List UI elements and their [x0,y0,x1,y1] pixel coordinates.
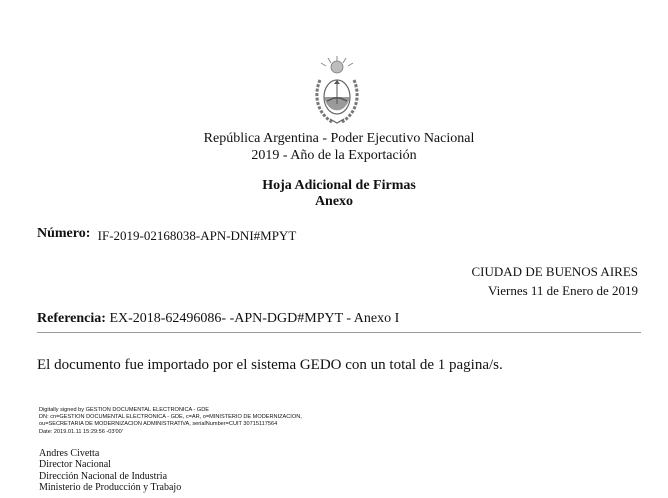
signer-office: Dirección Nacional de Industria [39,470,168,482]
digital-signature-line: ou=SECRETARIA DE MODERNIZACION ADMINISTRATIVA, serialNumber=CUIT 30715117564 [39,421,278,428]
reference-label: Referencia: [37,311,106,326]
signer-ministry: Ministerio de Producción y Trabajo [39,482,182,494]
header-year-motto: 2019 - Año de la Exportación [251,148,417,163]
signer-name: Andres Civetta [39,448,100,459]
digital-signature-line: Date: 2019.01.11 15:29:56 -03'00' [39,428,123,435]
title-main: Hoja Adicional de Firmas [262,178,416,193]
place-date-block [472,262,638,300]
document-number [37,225,296,242]
digital-signature-line: Digitally signed by GESTION DOCUMENTAL ELECTRONICA - GDE [39,407,210,413]
signer-block [39,448,181,494]
signer-position: Director Nacional [39,459,111,471]
document-header [0,130,668,164]
body-text: El documento fue importado por el sistema GEDO con un total de 1 pagina/s. [37,357,503,373]
divider [37,332,641,333]
header-institution: República Argentina - Poder Ejecutivo Nacional [203,131,475,146]
number-label: Número: [37,226,91,241]
document-title [0,178,668,210]
digital-signature-block [39,407,302,436]
reference-value: EX-2018-62496086- -APN-DGD#MPYT - Anexo I [109,311,400,326]
digital-signature-line: DN: cn=GESTION DOCUMENTAL ELECTRONICA - GDE, c=AR, o=MINISTERIO DE MODERNIZACION, [39,414,302,421]
number-value: IF-2019-02168038-APN-DNI#MPYT [97,228,297,243]
reference [37,311,399,327]
coat-of-arms-icon [312,56,362,126]
city: CIUDAD DE BUENOS AIRES [471,264,638,279]
date: Viernes 11 de Enero de 2019 [488,283,638,298]
title-sub: Anexo [314,194,354,209]
